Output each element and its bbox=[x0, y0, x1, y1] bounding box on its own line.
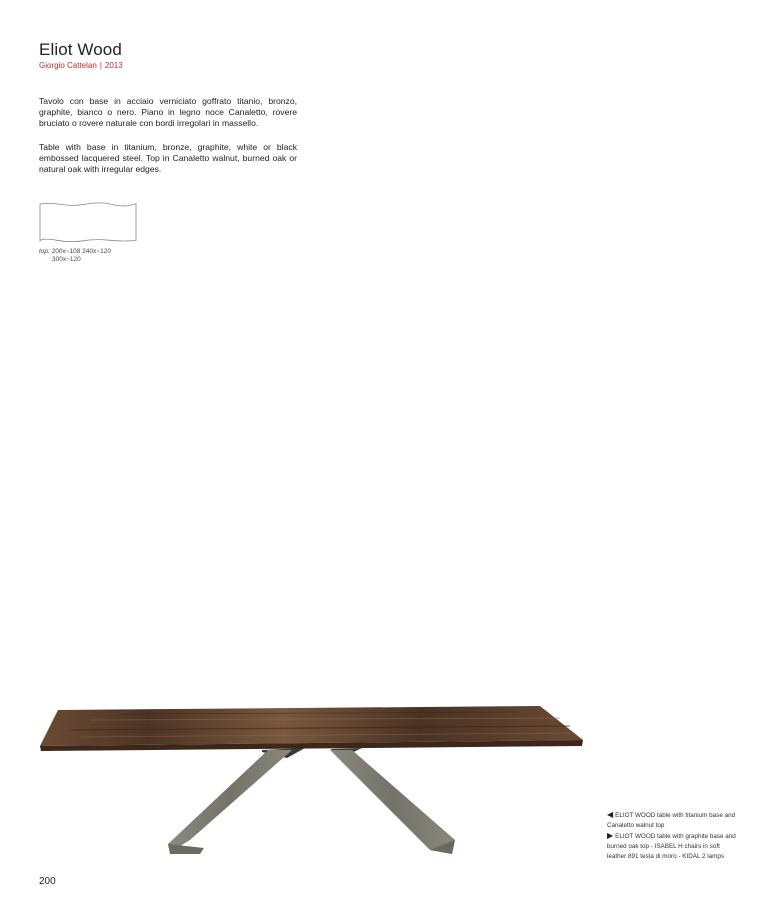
designer-credit bbox=[39, 61, 123, 70]
steel-base bbox=[168, 748, 455, 854]
dimensions-list bbox=[39, 248, 111, 264]
dimensions-row-1: 200x~108 240x~120 bbox=[51, 248, 111, 255]
description-italian: Tavolo con base in acciaio verniciato goffrato titanio, bronzo, graphite, bianco o nero. Piano in legno noce Canaletto, rovere bruciato o rovere naturale con bordi irregolari in massello. bbox=[39, 96, 297, 128]
tabletop bbox=[40, 706, 583, 751]
description-english: Table with base in titanium, bronze, graphite, white or black embossed lacquered steel. Top in Canaletto walnut, burned oak or natural oak with irregular edges. bbox=[39, 142, 297, 174]
page-number: 200 bbox=[39, 876, 56, 887]
right-arrow-icon: ▶ bbox=[607, 831, 614, 840]
photo-captions bbox=[607, 810, 737, 862]
caption-2 bbox=[607, 831, 737, 862]
design-year: 2013 bbox=[104, 61, 123, 70]
designer-name: Giorgio Cattelan bbox=[39, 61, 97, 70]
credit-separator: | bbox=[99, 61, 102, 70]
table-top-outline bbox=[39, 202, 137, 242]
dimensions-label: top: bbox=[39, 248, 50, 255]
left-arrow-icon: ◀ bbox=[607, 810, 614, 819]
caption-1 bbox=[607, 810, 737, 831]
caption-2-text: ELIOT WOOD table with graphite base and burned oak top - ISABEL H chairs in soft leather 891 testa di moro - KIDAL 2 lamps bbox=[607, 833, 736, 860]
dimensions-row-2: 300x~120 bbox=[52, 256, 81, 263]
product-title: Eliot Wood bbox=[39, 40, 122, 59]
caption-1-text: ELIOT WOOD table with titanium base and Canaletto walnut top bbox=[607, 812, 736, 829]
table-photo bbox=[0, 660, 620, 875]
